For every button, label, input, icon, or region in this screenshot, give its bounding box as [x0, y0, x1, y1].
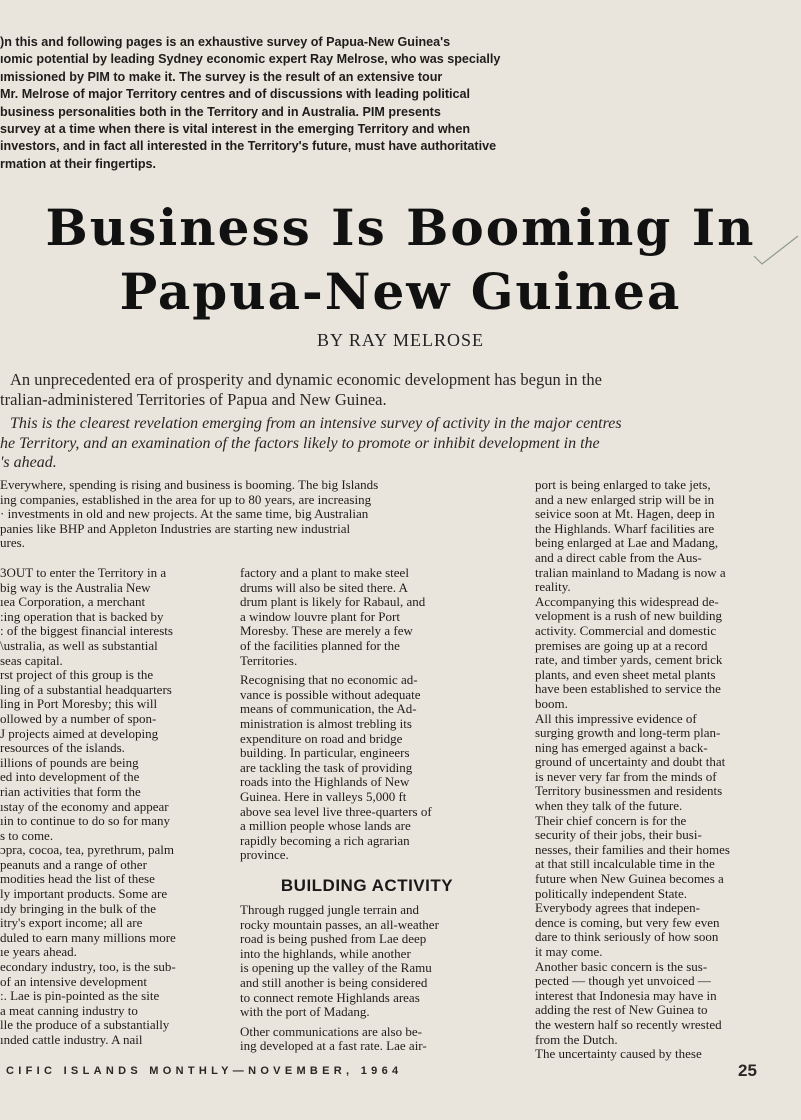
column-line: Territory businessmen and residents	[535, 784, 723, 799]
column-line: tralian mainland to Madang is now a	[535, 565, 726, 580]
column-line: road is being pushed from Lae deep	[240, 932, 427, 947]
column-line: ıea Corporation, a merchant	[0, 595, 146, 610]
column-line: rst project of this group is the	[0, 668, 154, 683]
column-line: rian activities that form the	[0, 784, 141, 799]
intro-blurb	[0, 34, 620, 173]
column-line: of the facilities planned for the	[240, 638, 400, 653]
lead-line: · investments in old and new projects. At the same time, big Australian	[0, 507, 369, 522]
column-line: province.	[240, 848, 289, 863]
column-line: adding the rest of New Guinea to	[535, 1003, 708, 1018]
column-line: All this impressive evidence of	[535, 711, 697, 726]
column-line: drums will also be sited there. A	[240, 580, 408, 595]
column-line: ıstay of the economy and appear	[0, 799, 169, 814]
column-line: it may come.	[535, 945, 603, 959]
column-line: illions of pounds are being	[0, 755, 139, 770]
column-line: being enlarged at Lae and Madang,	[535, 536, 719, 551]
column-line: into the highlands, while another	[240, 946, 411, 961]
column-line: ly important products. Some are	[0, 887, 168, 902]
italic-line: This is the clearest revelation emerging from an intensive survey of activity in the major centres	[10, 415, 622, 432]
column-line: security of their jobs, their busi-	[535, 828, 702, 843]
column-line: roads into the Highlands of New	[240, 775, 410, 790]
column-line: Another basic concern is the sus-	[535, 959, 708, 974]
section-subhead: BUILDING ACTIVITY	[280, 876, 454, 895]
lead-line: ures.	[0, 536, 25, 551]
column-line: econdary industry, too, is the sub-	[0, 960, 176, 975]
column-line: The uncertainty caused by these	[535, 1047, 702, 1062]
column-line: J projects aimed at developing	[0, 726, 159, 741]
column-line: :. Lae is pin-pointed as the site	[0, 989, 160, 1004]
column-line: and a direct cable from the Aus-	[535, 550, 702, 565]
headline-line-1: Business Is Booming In	[45, 198, 756, 257]
column-line: lle the produce of a substantially	[0, 1018, 170, 1033]
article-column-3	[535, 478, 761, 1062]
column-line: peanuts and a range of other	[0, 857, 147, 872]
column-line: seivice soon at Mt. Hagen, deep in	[535, 507, 715, 522]
article-column-1	[0, 566, 222, 1048]
intro-line: survey at a time when there is vital interest in the emerging Territory and when	[0, 122, 471, 137]
column-line: the Highlands. Wharf facilities are	[535, 521, 715, 536]
standfirst	[0, 370, 760, 410]
column-line: ling of a substantial headquarters	[0, 682, 172, 697]
column-line: future when New Guinea becomes a	[535, 872, 724, 887]
column-line: Recognising that no economic ad-	[240, 673, 418, 688]
column-line: duled to earn many millions more	[0, 930, 176, 945]
column-line: ground of uncertainty and doubt that	[535, 755, 726, 770]
column-line: politically independent State.	[535, 886, 687, 901]
lead-line: panies like BHP and Appleton Industries are starting new industrial	[0, 521, 351, 536]
intro-line: rmation at their fingertips.	[0, 156, 157, 171]
column-line: vance is possible without adequate	[240, 687, 421, 702]
column-line: plants, and even sheet metal plants	[535, 667, 716, 682]
column-line: premises are going up at a record	[535, 638, 708, 653]
column-line: Accompanying this widespread de-	[535, 594, 719, 609]
column-line: is never very far from the minds of	[535, 769, 717, 784]
page-number: 25	[738, 1061, 757, 1080]
article-column-2-continued	[240, 903, 494, 1054]
column-line: when they talk of the future.	[535, 799, 683, 814]
pencil-tick-mark	[752, 232, 800, 268]
column-line: drum plant is likely for Rabaul, and	[240, 595, 426, 610]
column-line: velopment is a rush of new building	[535, 609, 723, 624]
intro-line: business personalities both in the Territory and in Australia. PIM presents	[0, 104, 441, 119]
lead-line: ing companies, established in the area for up to 80 years, are increasing	[0, 492, 372, 507]
column-line: ing developed at a fast rate. Lae air-	[240, 1039, 427, 1054]
column-line: ministration is almost trebling its	[240, 716, 412, 731]
standfirst-line: An unprecedented era of prosperity and dynamic economic development has begun in the	[10, 370, 602, 389]
column-line: s to come.	[0, 828, 54, 843]
italic-intro	[0, 414, 760, 473]
column-line: ed into development of the	[0, 770, 140, 785]
column-line: dare to think seriously of how soon	[535, 930, 719, 945]
column-line: Everybody agrees that indepen-	[535, 901, 700, 916]
column-line: Moresby. These are merely a few	[240, 624, 413, 639]
page-title	[0, 196, 801, 324]
column-line: are tackling the task of providing	[240, 760, 413, 775]
column-line: : of the biggest financial interests	[0, 624, 173, 639]
column-line: have been established to service the	[535, 682, 721, 697]
column-line: a million people whose lands are	[240, 819, 411, 834]
column-line: nesses, their families and their homes	[535, 842, 730, 857]
column-line: seas capital.	[0, 653, 63, 668]
column-line: surging growth and long-term plan-	[535, 726, 721, 741]
column-line: activity. Commercial and domestic	[535, 623, 717, 638]
column-line: dence is coming, but very few even	[535, 915, 720, 930]
column-line: big way is the Australia New	[0, 580, 151, 595]
column-line: Territories.	[240, 653, 298, 668]
column-line: a meat canning industry to	[0, 1003, 138, 1018]
column-line: :ing operation that is backed by	[0, 609, 164, 624]
column-line: and a new enlarged strip will be in	[535, 492, 715, 507]
column-line: ıe years ahead.	[0, 945, 77, 960]
intro-line: Mr. Melrose of major Territory centres and of discussions with leading political	[0, 87, 471, 102]
column-line: a window louvre plant for Port	[240, 609, 400, 624]
standfirst-line: tralian-administered Territories of Papua and New Guinea.	[0, 390, 387, 409]
italic-line: 's ahead.	[0, 454, 57, 471]
lead-line: Everywhere, spending is rising and business is booming. The big Islands	[0, 478, 379, 492]
column-line: and still another is being considered	[240, 975, 428, 990]
column-line: ollowed by a number of spon-	[0, 711, 157, 726]
column-line: to connect remote Highlands areas	[240, 990, 420, 1005]
column-line: ning has emerged against a back-	[535, 740, 708, 755]
byline: BY RAY MELROSE	[316, 330, 485, 350]
column-line: above sea level live three-quarters of	[240, 804, 432, 819]
column-line: with the port of Madang.	[240, 1005, 370, 1020]
column-line: Guinea. Here in valleys 5,000 ft	[240, 789, 407, 804]
column-line: the western half so recently wrested	[535, 1017, 722, 1032]
intro-line: )n this and following pages is an exhaustive survey of Papua-New Guinea's	[0, 35, 451, 49]
column-line: rapidly becoming a rich agrarian	[240, 833, 410, 848]
column-line: port is being enlarged to take jets,	[535, 478, 711, 492]
column-line: rate, and timber yards, cement brick	[535, 653, 723, 668]
intro-line: ıomic potential by leading Sydney economic expert Ray Melrose, who was specially	[0, 52, 501, 67]
intro-line: ımissioned by PIM to make it. The survey is the result of an extensive tour	[0, 69, 443, 84]
column-line: \ustralia, as well as substantial	[0, 638, 158, 653]
column-line: itry's export income; all are	[0, 916, 143, 931]
column-line: at that still incalculable time in the	[535, 857, 715, 872]
column-line: reality.	[535, 580, 571, 595]
column-line: expenditure on road and bridge	[240, 731, 403, 746]
column-line: rocky mountain passes, an all-weather	[240, 917, 439, 932]
column-line: Through rugged jungle terrain and	[240, 903, 420, 917]
column-line: from the Dutch.	[535, 1032, 618, 1047]
magazine-footer-title: CIFIC ISLANDS MONTHLY—NOVEMBER, 1964	[6, 1065, 403, 1077]
column-line: boom.	[535, 696, 568, 711]
column-line: is opening up the valley of the Ramu	[240, 961, 432, 976]
column-line: interest that Indonesia may have in	[535, 988, 717, 1003]
column-line: factory and a plant to make steel	[240, 566, 409, 580]
article-column-2	[240, 566, 494, 863]
column-line: Their chief concern is for the	[535, 813, 687, 828]
lead-paragraph	[0, 478, 492, 551]
column-line: pected — though yet unvoiced —	[535, 974, 711, 989]
column-line: resources of the islands.	[0, 741, 125, 756]
column-line: ling in Port Moresby; this will	[0, 697, 158, 712]
column-line: ɔpra, cocoa, tea, pyrethrum, palm	[0, 843, 174, 858]
column-line: modities head the list of these	[0, 872, 155, 887]
column-line: building. In particular, engineers	[240, 746, 410, 761]
column-line: 3OUT to enter the Territory in a	[0, 566, 167, 580]
column-line: ıdy bringing in the bulk of the	[0, 901, 156, 916]
column-line: of an intensive development	[0, 974, 147, 989]
headline-line-2: Papua-New Guinea	[119, 262, 682, 321]
page-footer	[0, 1061, 801, 1089]
column-line: ıin to continue to do so for many	[0, 814, 171, 829]
column-line: means of communication, the Ad-	[240, 702, 417, 717]
intro-line: investors, and in fact all interested in the Territory's future, must have authoritative	[0, 139, 497, 154]
column-line: Other communications are also be-	[240, 1024, 422, 1039]
italic-line: he Territory, and an examination of the factors likely to promote or inhibit development in the	[0, 434, 600, 452]
column-line: ınded cattle industry. A nail	[0, 1033, 143, 1047]
